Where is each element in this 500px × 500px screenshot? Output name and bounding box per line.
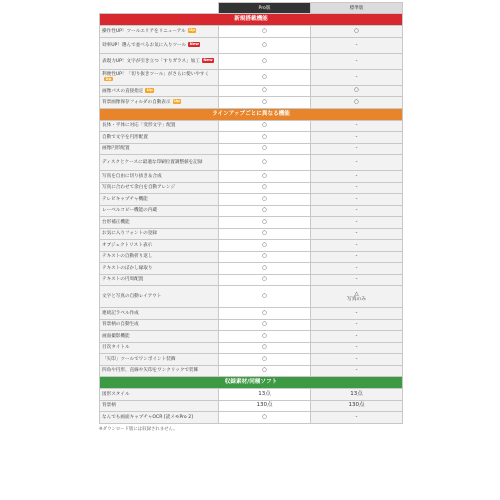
pro-value: ○ (219, 85, 311, 97)
feature-label: 操作性UP！ツールエリアをリニューアル (102, 29, 186, 35)
up-badge: Up (105, 75, 112, 81)
table-row (100, 37, 403, 53)
standard-value: - (311, 143, 403, 155)
standard-value: - (311, 251, 403, 263)
pro-value: ○ (219, 308, 311, 320)
standard-value: - (311, 319, 403, 331)
feature-cell (100, 228, 219, 240)
pro-value: ○ (219, 342, 311, 354)
standard-value: - (311, 37, 403, 53)
pro-value: ○ (219, 319, 311, 331)
pro-value: ○ (219, 228, 311, 240)
feature-label: 四角や円形、直線や矢印をワンクリックで装飾 (102, 368, 199, 374)
standard-value: - (311, 194, 403, 206)
table-row (100, 286, 403, 308)
feature-label: 目次タイトル (102, 345, 130, 351)
comparison-table-wrapper (99, 2, 402, 432)
feature-label: 連続記ラベル作成 (102, 310, 139, 316)
new-badge: New (189, 41, 199, 47)
pro-value: ○ (219, 194, 311, 206)
pro-value: ○ (219, 53, 311, 69)
section-header (100, 108, 403, 120)
feature-cell (100, 251, 219, 263)
table-row (100, 412, 403, 424)
feature-cell (100, 69, 219, 85)
feature-label: 効率UP！選んで並べるお気に入りツール (102, 42, 187, 48)
comparison-table (99, 2, 403, 424)
feature-label: 台形補正機能 (102, 219, 130, 225)
table-body (100, 14, 403, 424)
header-row (100, 3, 403, 14)
feature-label: 画像円形配置 (102, 146, 130, 152)
table-row (100, 182, 403, 194)
feature-label: 画面撮影機能 (102, 333, 130, 339)
feature-cell (100, 365, 219, 377)
pro-value: ○ (219, 412, 311, 424)
feature-cell (100, 53, 219, 69)
table-row (100, 342, 403, 354)
pro-value: ○ (219, 354, 311, 366)
pro-value: ○ (219, 171, 311, 183)
feature-label: テキストの円周配置 (102, 277, 144, 283)
section-header (100, 14, 403, 26)
feature-cell (100, 240, 219, 252)
feature-label: 写真に合わせて余白を自動アレンジ (102, 185, 176, 191)
header-standard: 標準版 (311, 3, 403, 14)
section-header (100, 377, 403, 389)
feature-label: 写真を自由に切り抜き＆合成 (102, 173, 162, 179)
table-row (100, 319, 403, 331)
table-row (100, 240, 403, 252)
standard-value: - (311, 120, 403, 132)
standard-value: - (311, 342, 403, 354)
feature-cell (100, 389, 219, 401)
feature-cell (100, 97, 219, 109)
feature-label: 画像パスの直接指定 (102, 88, 144, 94)
standard-value: - (311, 228, 403, 240)
standard-value: - (311, 217, 403, 229)
feature-label: ディスクとケースに最適な印刷位置調整値を記録 (102, 160, 203, 165)
table-row (100, 69, 403, 85)
table-row (100, 308, 403, 320)
section-title: 収録素材/同梱ソフト (100, 377, 403, 389)
feature-cell (100, 182, 219, 194)
feature-cell (100, 171, 219, 183)
header-pro: Pro版 (219, 3, 311, 14)
feature-cell (100, 342, 219, 354)
feature-cell (100, 263, 219, 275)
feature-cell (100, 308, 219, 320)
table-row (100, 85, 403, 97)
table-row (100, 205, 403, 217)
table-row (100, 331, 403, 343)
standard-value: - (311, 240, 403, 252)
pro-value: ○ (219, 251, 311, 263)
standard-value: - (311, 412, 403, 424)
feature-label: 文字と写真の自動レイアウト (102, 294, 162, 299)
feature-cell (100, 120, 219, 132)
standard-value: - (311, 331, 403, 343)
table-row (100, 97, 403, 109)
feature-label: 利便性UP！「切り抜きツール」がさらに使いやすく (102, 71, 210, 77)
standard-value: - (311, 155, 403, 171)
section-title: ラインアップごとに異なる機能 (100, 108, 403, 120)
table-row (100, 171, 403, 183)
standard-value: ○ (311, 85, 403, 97)
footnote: ※ダウンロード版には収録されません。 (99, 426, 178, 432)
section-title: 新規搭載機能 (100, 14, 403, 26)
standard-value: 130点 (311, 400, 403, 412)
feature-label: テキストの自動折り返し (102, 254, 153, 260)
table-row (100, 389, 403, 401)
table-row (100, 120, 403, 132)
pro-value: ○ (219, 69, 311, 85)
feature-cell (100, 132, 219, 144)
feature-cell (100, 37, 219, 53)
table-row (100, 365, 403, 377)
standard-value: - (311, 69, 403, 85)
feature-label: 背景柄の自動生成 (102, 322, 139, 328)
table-row (100, 194, 403, 206)
feature-cell (100, 354, 219, 366)
table-row (100, 217, 403, 229)
pro-value: ○ (219, 365, 311, 377)
standard-value: ○ (311, 26, 403, 38)
pro-value: ○ (219, 155, 311, 171)
feature-cell (100, 331, 219, 343)
table-row (100, 155, 403, 171)
table-row (100, 400, 403, 412)
standard-value: 13点 (311, 389, 403, 401)
pro-value: 130点 (219, 400, 311, 412)
pro-value: 13点 (219, 389, 311, 401)
standard-value: - (311, 263, 403, 275)
table-row (100, 263, 403, 275)
feature-cell (100, 319, 219, 331)
pro-value: ○ (219, 120, 311, 132)
standard-value: - (311, 171, 403, 183)
standard-value: - (311, 308, 403, 320)
feature-label: 背景柄 (102, 403, 116, 409)
table-row (100, 26, 403, 38)
up-badge: Up (189, 27, 195, 33)
feature-label: お気に入りフォントの登録 (102, 231, 157, 237)
feature-cell (100, 400, 219, 412)
pro-value: ○ (219, 263, 311, 275)
pro-value: ○ (219, 274, 311, 286)
pro-value: ○ (219, 26, 311, 38)
standard-value: - (311, 182, 403, 194)
feature-cell (100, 143, 219, 155)
standard-value (311, 286, 403, 308)
pro-value: ○ (219, 97, 311, 109)
pro-value: ○ (219, 240, 311, 252)
standard-value: - (311, 205, 403, 217)
feature-label: オブジェクトリスト表示 (102, 242, 153, 248)
feature-cell (100, 85, 219, 97)
standard-mark: △ (354, 290, 359, 297)
feature-cell (100, 412, 219, 424)
feature-cell (100, 194, 219, 206)
standard-value: ○ (311, 97, 403, 109)
up-badge: Up (174, 98, 180, 104)
feature-cell (100, 155, 219, 171)
feature-label: レーベルコピー機能の内蔵 (102, 208, 157, 214)
feature-label: テレビキャプチャ機能 (102, 196, 148, 202)
pro-value: ○ (219, 143, 311, 155)
pro-value: ○ (219, 205, 311, 217)
table-row (100, 143, 403, 155)
feature-label: テキストのぼかし縁取り (102, 265, 153, 271)
up-badge: Up (146, 86, 153, 92)
pro-value: ○ (219, 182, 311, 194)
standard-note: 写真のみ (346, 296, 367, 302)
feature-label: 「矢印」ツールでワンポイント装飾 (102, 356, 176, 362)
table-row (100, 53, 403, 69)
feature-cell (100, 286, 219, 308)
table-row (100, 228, 403, 240)
feature-label: 自動で文字を円形配置 (102, 134, 148, 140)
feature-label: 表現力UP！文字が引き立つ「すりガラス」加工 (102, 58, 200, 64)
pro-value: ○ (219, 37, 311, 53)
pro-value: ○ (219, 217, 311, 229)
feature-cell (100, 274, 219, 286)
feature-label: 図形スタイル (102, 391, 130, 397)
feature-cell (100, 205, 219, 217)
table-row (100, 354, 403, 366)
table-row (100, 274, 403, 286)
standard-value: - (311, 365, 403, 377)
new-badge: New (203, 57, 213, 63)
table-row (100, 251, 403, 263)
feature-label: 長体・平体に対応「変形文字」配置 (102, 123, 176, 129)
standard-value: - (311, 354, 403, 366)
header-blank (100, 3, 219, 14)
feature-label: なんでも画面キャプチャOCR [読メモPro 2] (102, 414, 193, 420)
table-row (100, 132, 403, 144)
feature-cell (100, 217, 219, 229)
standard-value: - (311, 53, 403, 69)
pro-value: ○ (219, 132, 311, 144)
feature-label: 背景画像保存フォルダの自動表示 (102, 100, 171, 106)
standard-value: - (311, 132, 403, 144)
feature-cell (100, 26, 219, 38)
pro-value: ○ (219, 286, 311, 308)
standard-value: - (311, 274, 403, 286)
pro-value: ○ (219, 331, 311, 343)
